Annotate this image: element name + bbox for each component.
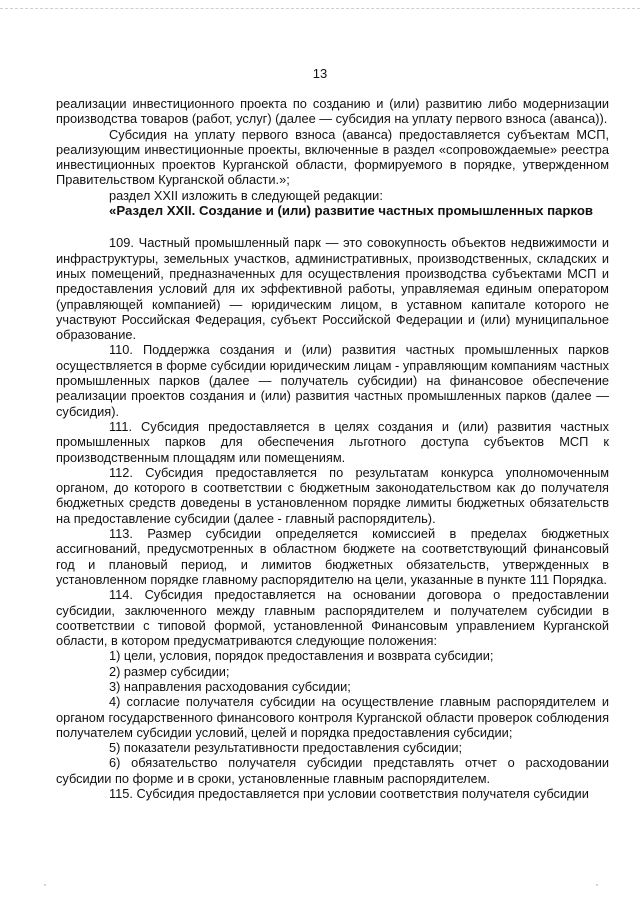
paragraph-113: 113. Размер субсидии определяется комиссией в пределах бюджетных ассигнований, предусмотренных в областном бюджете на соответствующий финансовый год и плановый период, и лимитов бюджетных обязательств, утвержденных в установленном порядке главному распорядителю на цели, указанные в пункте 111 Порядка. [56,526,609,587]
paragraph-109: 109. Частный промышленный парк — это совокупность объектов недвижимости и инфраструктуры, земельных участков, административных, производственных, складских и иных помещений, предназначенных для осуществления производства субъектами МСП и предоставления условий для их эффективной работы, управляемая единым оператором (управляющей компанией) — юридическим лицом, в уставном капитале которого не участвуют Российская Федерация, субъект Российской Федерации и (или) муниципальное образование. [56,235,609,343]
scan-speck [44,884,46,886]
paragraph-112: 112. Субсидия предоставляется по результатам конкурса уполномоченным органом, до которого в соответствии с бюджетным законодательством как до получателя бюджетных средств доведены в установленном порядке лимиты бюджетных обязательств на предоставление субсидии (далее - главный распорядитель). [56,464,609,526]
scan-speck [596,884,598,886]
list-item-1: 1) цели, условия, порядок предоставления и возврата субсидии; [109,648,494,664]
document-body [56,96,609,801]
scan-top-border [0,8,640,9]
paragraph-advance-subsidy: Субсидия на уплату первого взноса (аванса) предоставляется субъектам МСП, реализующим инвестиционные проекты, включенные в раздел «сопровождаемые» реестра инвестиционных проектов Курганской области, формируемого в порядке, утвержденном Правительством Курганской области.»; [56,126,609,188]
list-item-4: 4) согласие получателя субсидии на осуществление главным распорядителем и органом государственного финансового контроля Курганской области проверок соблюдения получателем субсидии условий, целей и порядка предоставления субсидии; [56,694,609,740]
page-number: 13 [312,66,328,81]
paragraph-amendment-intro: раздел XXII изложить в следующей редакции: [109,187,383,203]
paragraph-115: 115. Субсидия предоставляется при условии соответствия получателя субсидии [109,786,589,802]
list-item-3: 3) направления расходования субсидии; [109,678,351,694]
paragraph-111: 111. Субсидия предоставляется в целях создания и (или) развития частных промышленных парков для обеспечения льготного доступа субъектов МСП к производственным площадям или помещениям. [56,418,609,465]
section-heading: «Раздел XXII. Создание и (или) развитие частных промышленных парков [109,203,594,219]
list-item-2: 2) размер субсидии; [109,663,230,679]
list-item-5: 5) показатели результативности предоставления субсидии; [109,740,463,756]
list-item-6: 6) обязательство получателя субсидии представлять отчет о расходовании субсидии по форме и в сроки, установленные главным распорядителем. [56,755,609,786]
paragraph-114: 114. Субсидия предоставляется на основании договора о предоставлении субсидии, заключенного между главным распорядителем и получателем субсидии в соответствии с типовой формой, установленной Финансовым управлением Курганской области, в котором предусматриваются следующие положения: [56,587,609,649]
paragraph-110: 110. Поддержка создания и (или) развития частных промышленных парков осуществляется в форме субсидии юридическим лицам - управляющим компаниям частных промышленных парков (далее — получатель субсидии) на финансовое обеспечение реализации проектов создания и (или) развития частных промышленных парков (далее — субсидия). [56,342,609,419]
paragraph-continuation: реализации инвестиционного проекта по созданию и (или) развитию либо модернизации производства товаров (работ, услуг) (далее — субсидия на уплату первого взноса (аванса)). [56,96,609,127]
